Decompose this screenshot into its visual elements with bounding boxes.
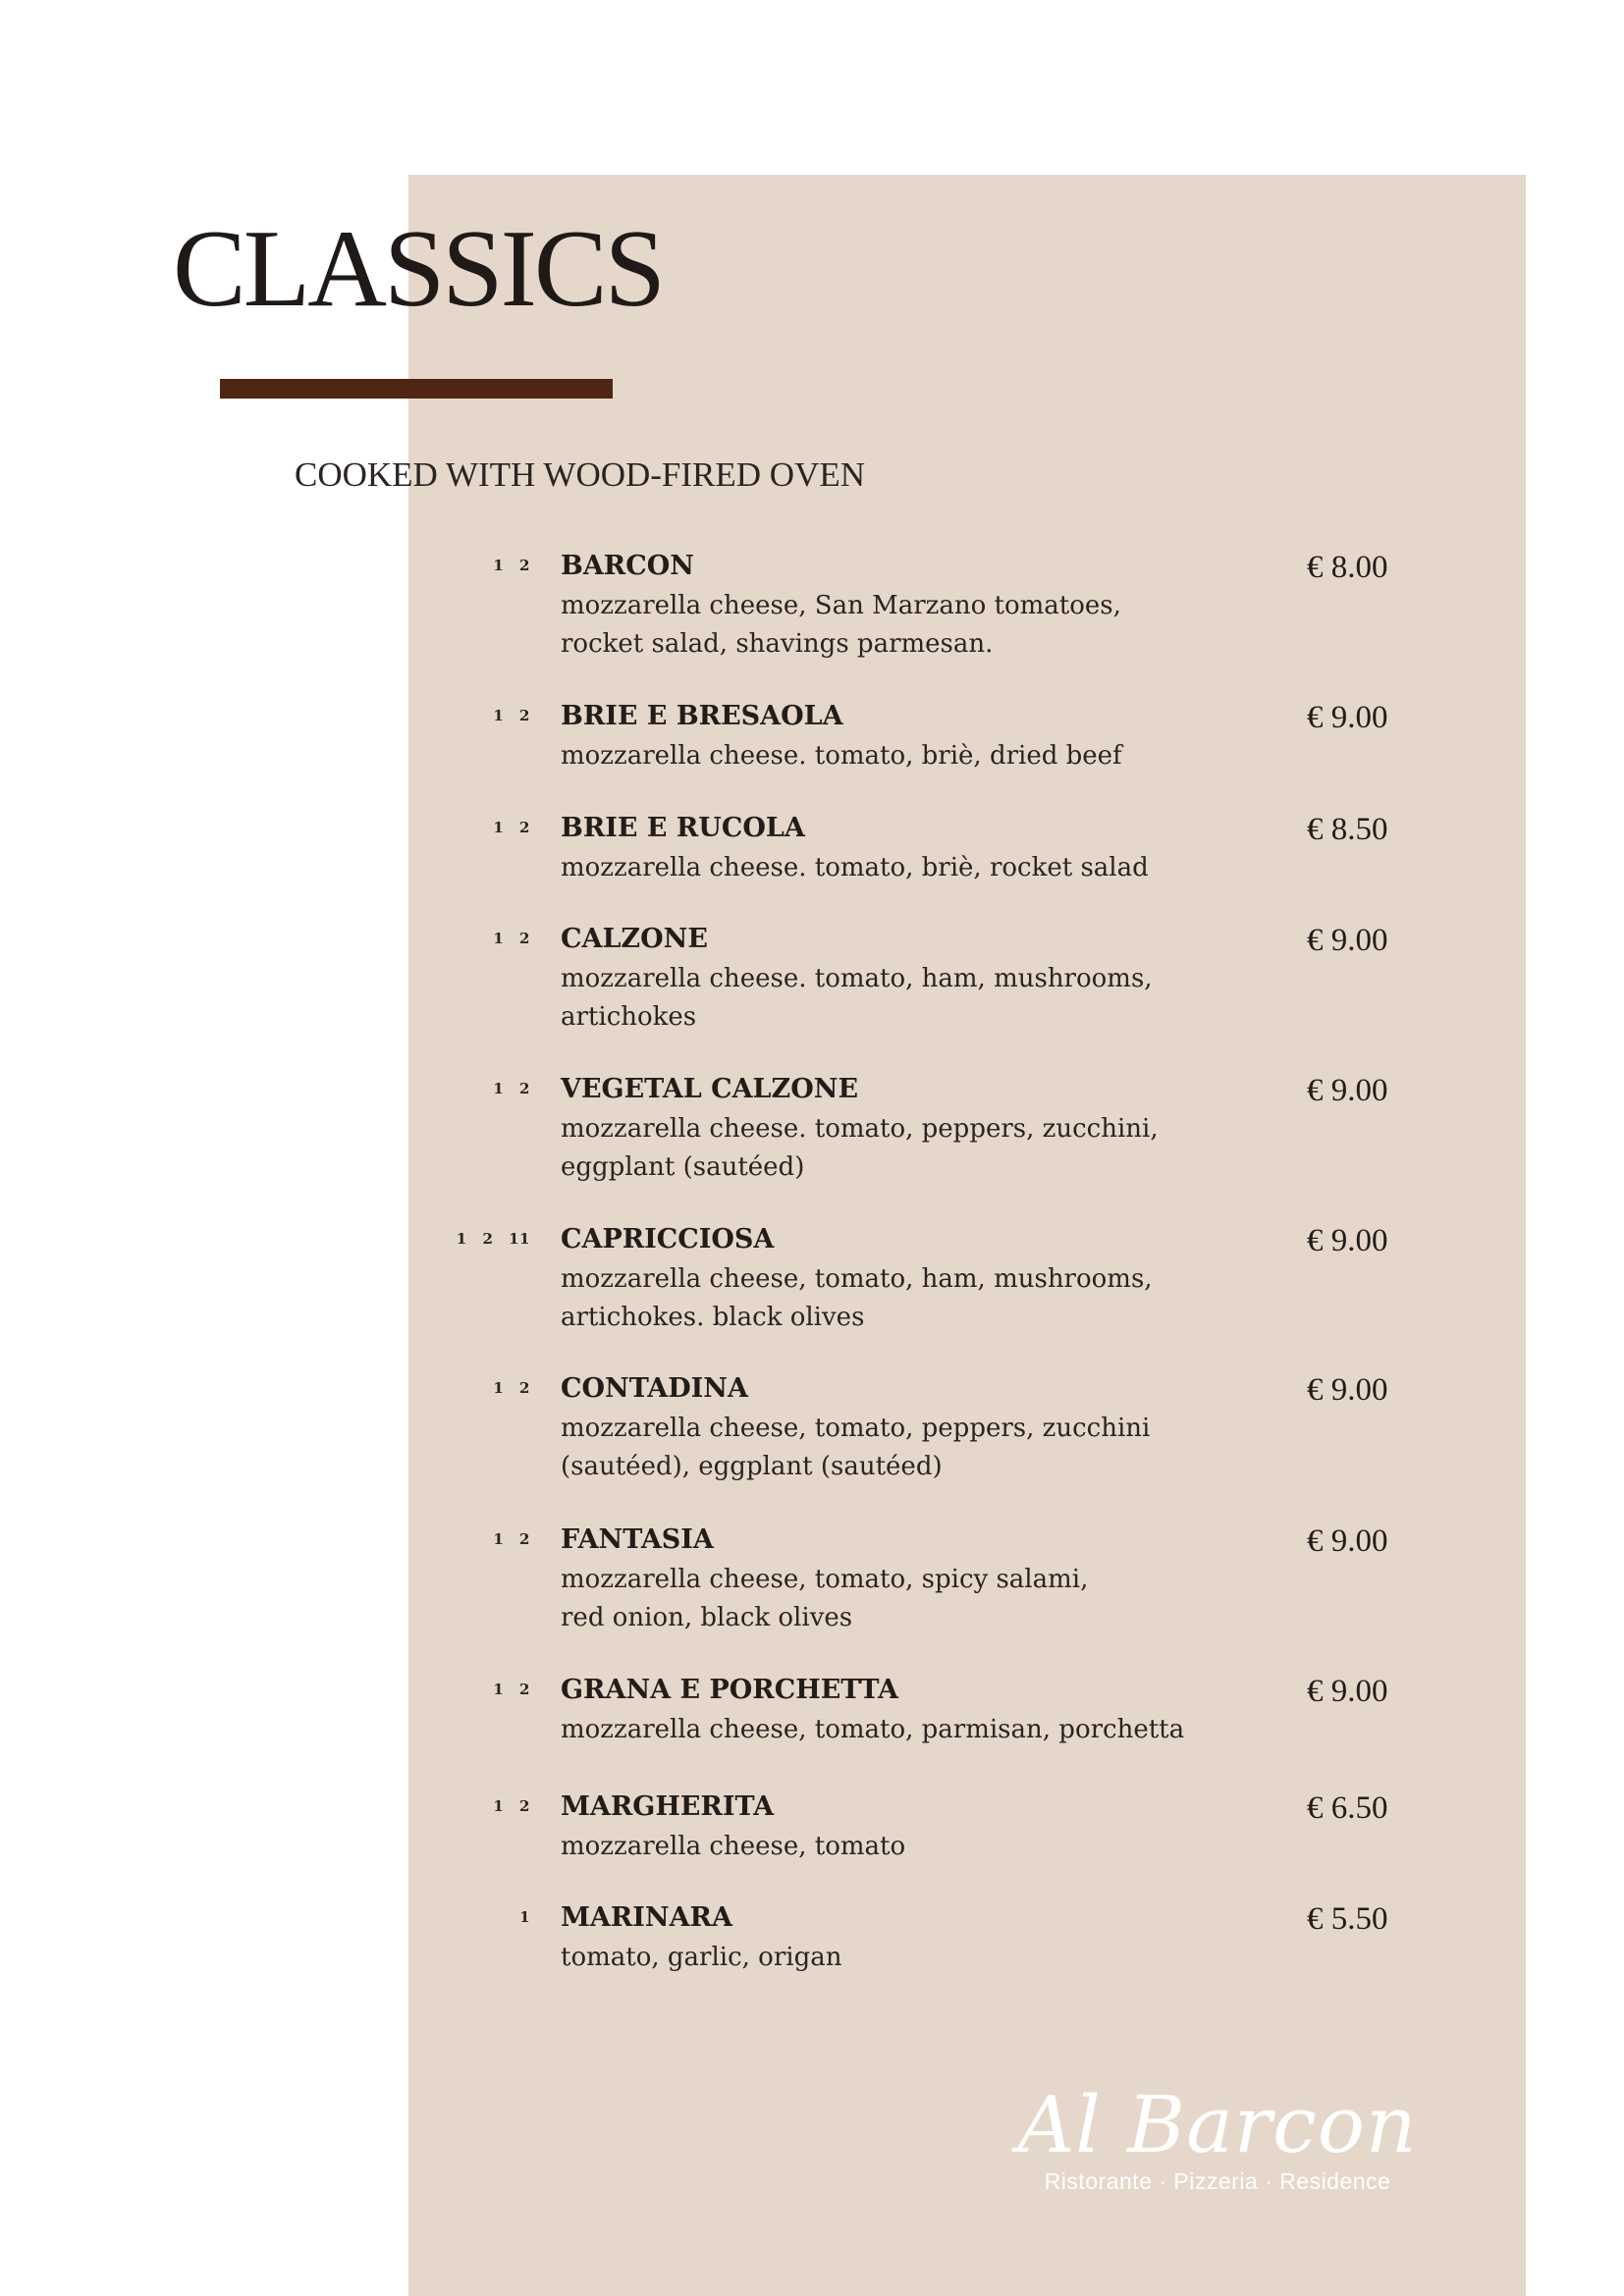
- menu-item-price: € 9.00: [1307, 1674, 1388, 1709]
- menu-item: [0, 922, 1624, 1040]
- section-subtitle: COOKED WITH WOOD-FIRED OVEN: [295, 455, 866, 494]
- allergen-codes: 1 2: [493, 1080, 530, 1097]
- allergen-codes: 1: [519, 1908, 530, 1926]
- allergen-codes: 1 2: [493, 1530, 530, 1548]
- allergen-codes: 1 2: [493, 930, 530, 947]
- menu-item-description: mozzarella cheese, tomato, parmisan, porchetta: [561, 1715, 1185, 1744]
- menu-item-price: € 5.50: [1307, 1901, 1388, 1937]
- menu-item-price: € 8.00: [1307, 550, 1388, 585]
- menu-item-description: tomato, garlic, origan: [561, 1943, 842, 1972]
- menu-item-price: € 9.00: [1307, 1372, 1388, 1408]
- allergen-codes: 1 2 11: [456, 1230, 530, 1248]
- menu-item-price: € 8.50: [1307, 812, 1388, 847]
- menu-item-description: mozzarella cheese, tomato: [561, 1832, 906, 1861]
- restaurant-logo: [1011, 2079, 1424, 2204]
- allergen-codes: 1 2: [493, 557, 530, 574]
- menu-item-name: VEGETAL CALZONE: [561, 1074, 859, 1104]
- title-underline: [220, 379, 613, 399]
- allergen-codes: 1 2: [493, 1681, 530, 1698]
- menu-item-description: mozzarella cheese, tomato, peppers, zucchini (sautéed), eggplant (sautéed): [561, 1414, 1151, 1481]
- menu-item: [0, 1900, 1624, 2018]
- menu-item: [0, 699, 1624, 817]
- menu-item-name: CONTADINA: [561, 1373, 748, 1404]
- menu-item-description: mozzarella cheese. tomato, briè, rocket salad: [561, 853, 1149, 882]
- logo-tagline: Ristorante · Pizzeria · Residence: [1044, 2168, 1391, 2194]
- menu-item-description: mozzarella cheese, tomato, spicy salami, red onion, black olives: [561, 1565, 1089, 1632]
- menu-item: [0, 811, 1624, 929]
- allergen-codes: 1 2: [493, 1797, 530, 1815]
- menu-item-name: FANTASIA: [561, 1524, 714, 1555]
- menu-item-name: GRANA E PORCHETTA: [561, 1675, 898, 1705]
- menu-item-description: mozzarella cheese, tomato, ham, mushrooms, artichokes. black olives: [561, 1264, 1153, 1332]
- menu-item-description: mozzarella cheese. tomato, peppers, zucchini, eggplant (sautéed): [561, 1114, 1159, 1182]
- menu-item-price: € 9.00: [1307, 1523, 1388, 1559]
- menu-item-name: MARINARA: [561, 1902, 732, 1933]
- menu-item-price: € 6.50: [1307, 1790, 1388, 1826]
- menu-item-description: mozzarella cheese. tomato, ham, mushrooms, artichokes: [561, 964, 1153, 1032]
- menu-item: [0, 549, 1624, 667]
- menu-item: [0, 1522, 1624, 1640]
- menu-item-price: € 9.00: [1307, 700, 1388, 735]
- menu-item-description: mozzarella cheese, San Marzano tomatoes, rocket salad, shavings parmesan.: [561, 591, 1121, 659]
- menu-item-name: BRIE E RUCOLA: [561, 813, 805, 843]
- logo-name: Al Barcon: [1017, 2079, 1418, 2170]
- menu-item-name: BARCON: [561, 551, 694, 581]
- allergen-codes: 1 2: [493, 1379, 530, 1397]
- menu-item: [0, 1789, 1624, 1907]
- menu-item-description: mozzarella cheese. tomato, briè, dried beef: [561, 741, 1122, 771]
- menu-item: [0, 1222, 1624, 1340]
- menu-item: [0, 1371, 1624, 1489]
- menu-item: [0, 1673, 1624, 1790]
- menu-item-name: CALZONE: [561, 924, 708, 954]
- allergen-codes: 1 2: [493, 707, 530, 724]
- menu-item-price: € 9.00: [1307, 1223, 1388, 1258]
- menu-item-price: € 9.00: [1307, 923, 1388, 958]
- allergen-codes: 1 2: [493, 819, 530, 836]
- menu-item-name: MARGHERITA: [561, 1791, 775, 1822]
- page-title: CLASSICS: [173, 208, 663, 330]
- menu-item: [0, 1072, 1624, 1190]
- menu-item-price: € 9.00: [1307, 1073, 1388, 1108]
- menu-item-name: BRIE E BRESAOLA: [561, 701, 843, 731]
- menu-item-name: CAPRICCIOSA: [561, 1224, 775, 1255]
